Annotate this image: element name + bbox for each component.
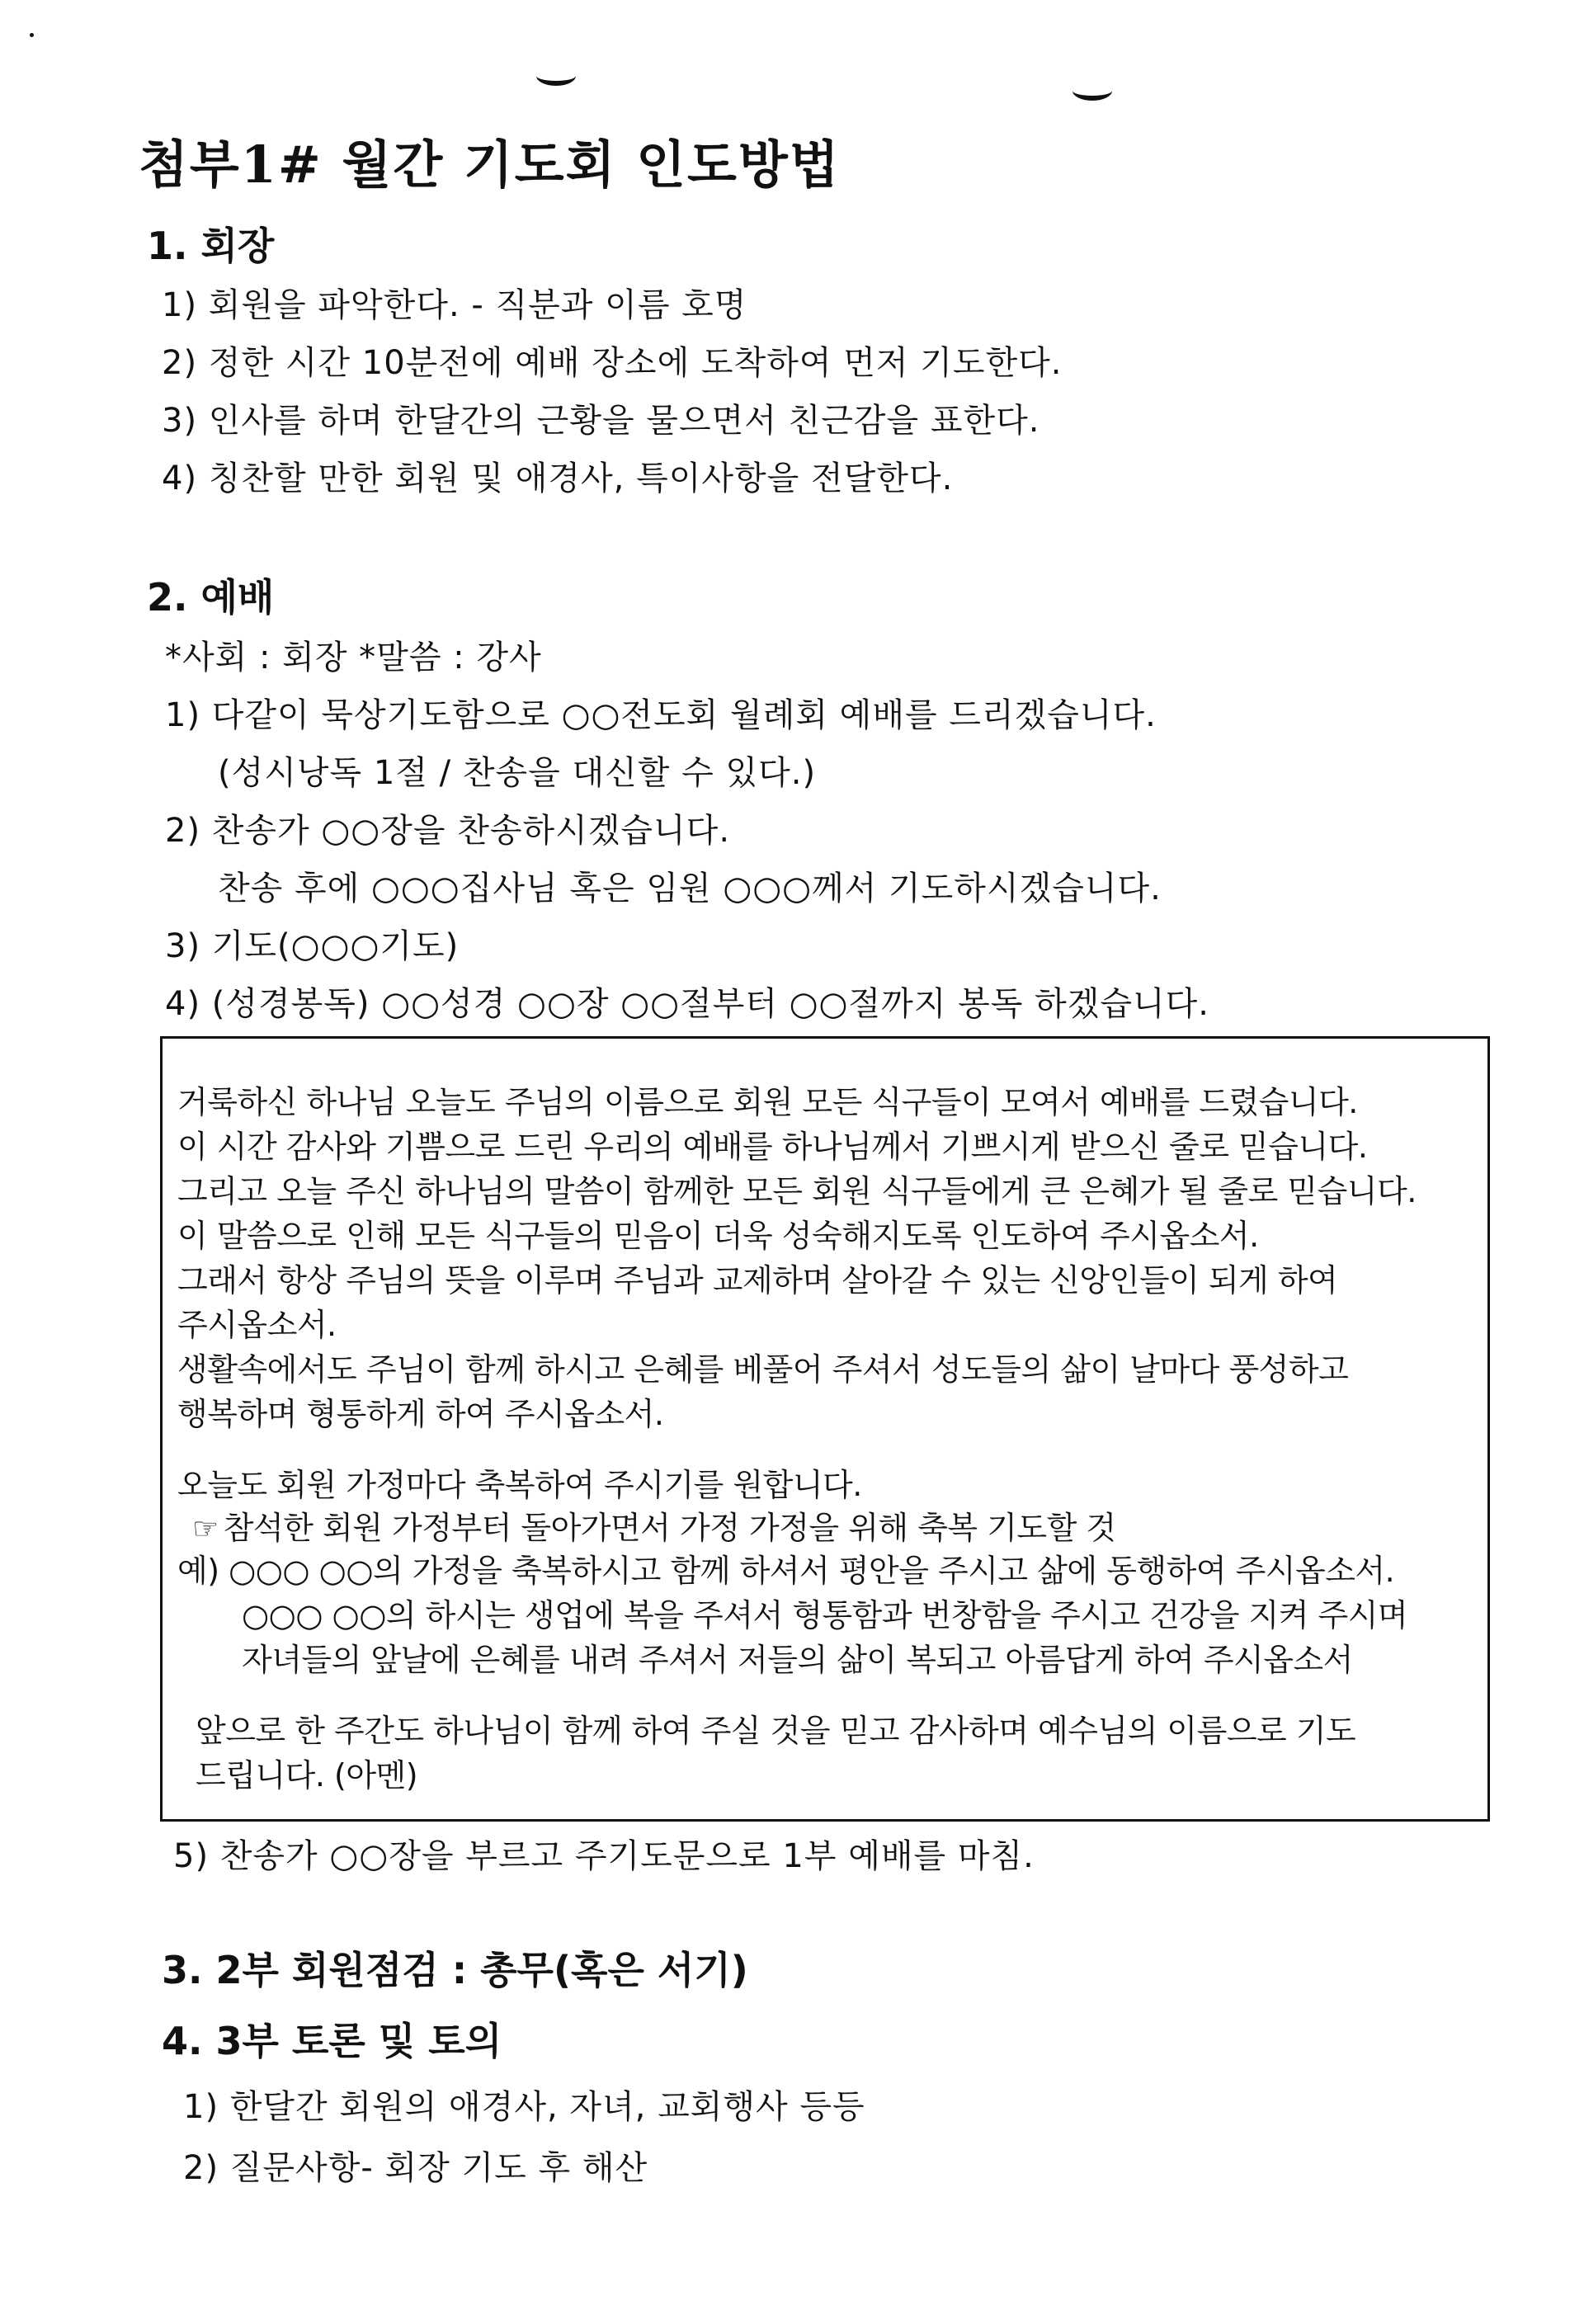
page-title: 첨부1# 월간 기도회 인도방법: [139, 134, 841, 195]
prayer-line: 이 시간 감사와 기쁨으로 드린 우리의 예배를 하나님께서 기쁘시게 받으신 줄로 믿습니다.: [177, 1129, 1368, 1165]
prayer-line: 그래서 항상 주님의 뜻을 이루며 주님과 교제하며 살아갈 수 있는 신앙인들이 되게 하여: [177, 1262, 1338, 1299]
instruction-text: 참석한 회원 가정부터 돌아가면서 가정 가정을 위해 축복 기도할 것: [223, 1510, 1116, 1546]
prayer-line: 그리고 오늘 주신 하나님의 말씀이 함께한 모든 회원 식구들에게 큰 은혜가 될 줄로 믿습니다.: [177, 1173, 1417, 1209]
section-4-heading: 4. 3부 토론 및 토의: [162, 2019, 502, 2063]
section-2-item: 4) (성경봉독) ○○성경 ○○장 ○○절부터 ○○절까지 봉독 하겠습니다.: [165, 985, 1210, 1023]
prayer-box: [160, 1036, 1490, 1822]
prayer-line: 주시옵소서.: [177, 1307, 337, 1343]
prayer-line: 행복하며 형통하게 하여 주시옵소서.: [177, 1396, 664, 1432]
section-2-item: 3) 기도(○○○기도): [165, 927, 460, 965]
example-line: 예) ○○○ ○○의 가정을 축복하시고 함께 하셔서 평안을 주시고 삶에 동행하여 주시옵소서.: [177, 1553, 1395, 1589]
section-1-heading: 1. 회장: [147, 224, 275, 268]
section-4-item: 1) 한달간 회원의 애경사, 자녀, 교회행사 등등: [183, 2088, 865, 2126]
section-4-item: 2) 질문사항- 회장 기도 후 해산: [183, 2149, 648, 2187]
closing-line: 5) 찬송가 ○○장을 부르고 주기도문으로 1부 예배를 마침.: [173, 1837, 1035, 1875]
section-3-heading: 3. 2부 회원점검 : 총무(혹은 서기): [162, 1948, 748, 1992]
scan-mark-left: [536, 66, 576, 86]
section-2-heading: 2. 예배: [147, 575, 275, 620]
instruction-line: [192, 1502, 1116, 1548]
prayer-line: 앞으로 한 주간도 하나님이 함께 하여 주실 것을 믿고 감사하며 예수님의 이름으로 기도: [196, 1713, 1356, 1749]
section-2-item: 2) 찬송가 ○○장을 찬송하시겠습니다.: [165, 812, 731, 850]
section-1-item: 3) 인사를 하며 한달간의 근황을 물으면서 친근감을 표한다.: [162, 402, 1040, 440]
example-line: ○○○ ○○의 하시는 생업에 복을 주셔서 형통함과 번창함을 주시고 건강을 지켜 주시며: [242, 1597, 1408, 1633]
section-1-item: 4) 칭찬할 만한 회원 및 애경사, 특이사항을 전달한다.: [162, 460, 954, 497]
prayer-line: 드립니다. (아멘): [196, 1757, 418, 1794]
scan-mark-right: [1072, 81, 1112, 101]
roles-line: *사회 : 회장 *말씀 : 강사: [165, 639, 542, 676]
scan-speck: [30, 33, 34, 37]
prayer-line: 거룩하신 하나님 오늘도 주님의 이름으로 회원 모든 식구들이 모여서 예배를 드렸습니다.: [177, 1084, 1358, 1120]
section-1-item: 2) 정한 시간 10분전에 예배 장소에 도착하여 먼저 기도한다.: [162, 344, 1063, 382]
prayer-line: 이 말씀으로 인해 모든 식구들의 믿음이 더욱 성숙해지도록 인도하여 주시옵소서.: [177, 1218, 1259, 1254]
section-1-item: 1) 회원을 파악한다. - 직분과 이름 호명: [162, 286, 747, 324]
pointing-hand-icon: ☞: [192, 1512, 219, 1546]
example-line: 자녀들의 앞날에 은혜를 내려 주셔서 저들의 삶이 복되고 아름답게 하여 주시옵소서: [242, 1642, 1353, 1678]
section-2-item: 1) 다같이 묵상기도함으로 ○○전도회 월례회 예배를 드리겠습니다.: [165, 696, 1157, 734]
prayer-line: 생활속에서도 주님이 함께 하시고 은혜를 베풀어 주셔서 성도들의 삶이 날마다 풍성하고: [177, 1351, 1349, 1388]
section-2-note: (성시낭독 1절 / 찬송을 대신할 수 있다.): [218, 754, 817, 792]
prayer-line: 오늘도 회원 가정마다 축복하여 주시기를 원합니다.: [177, 1467, 862, 1503]
section-2-note: 찬송 후에 ○○○집사님 혹은 임원 ○○○께서 기도하시겠습니다.: [218, 870, 1162, 907]
